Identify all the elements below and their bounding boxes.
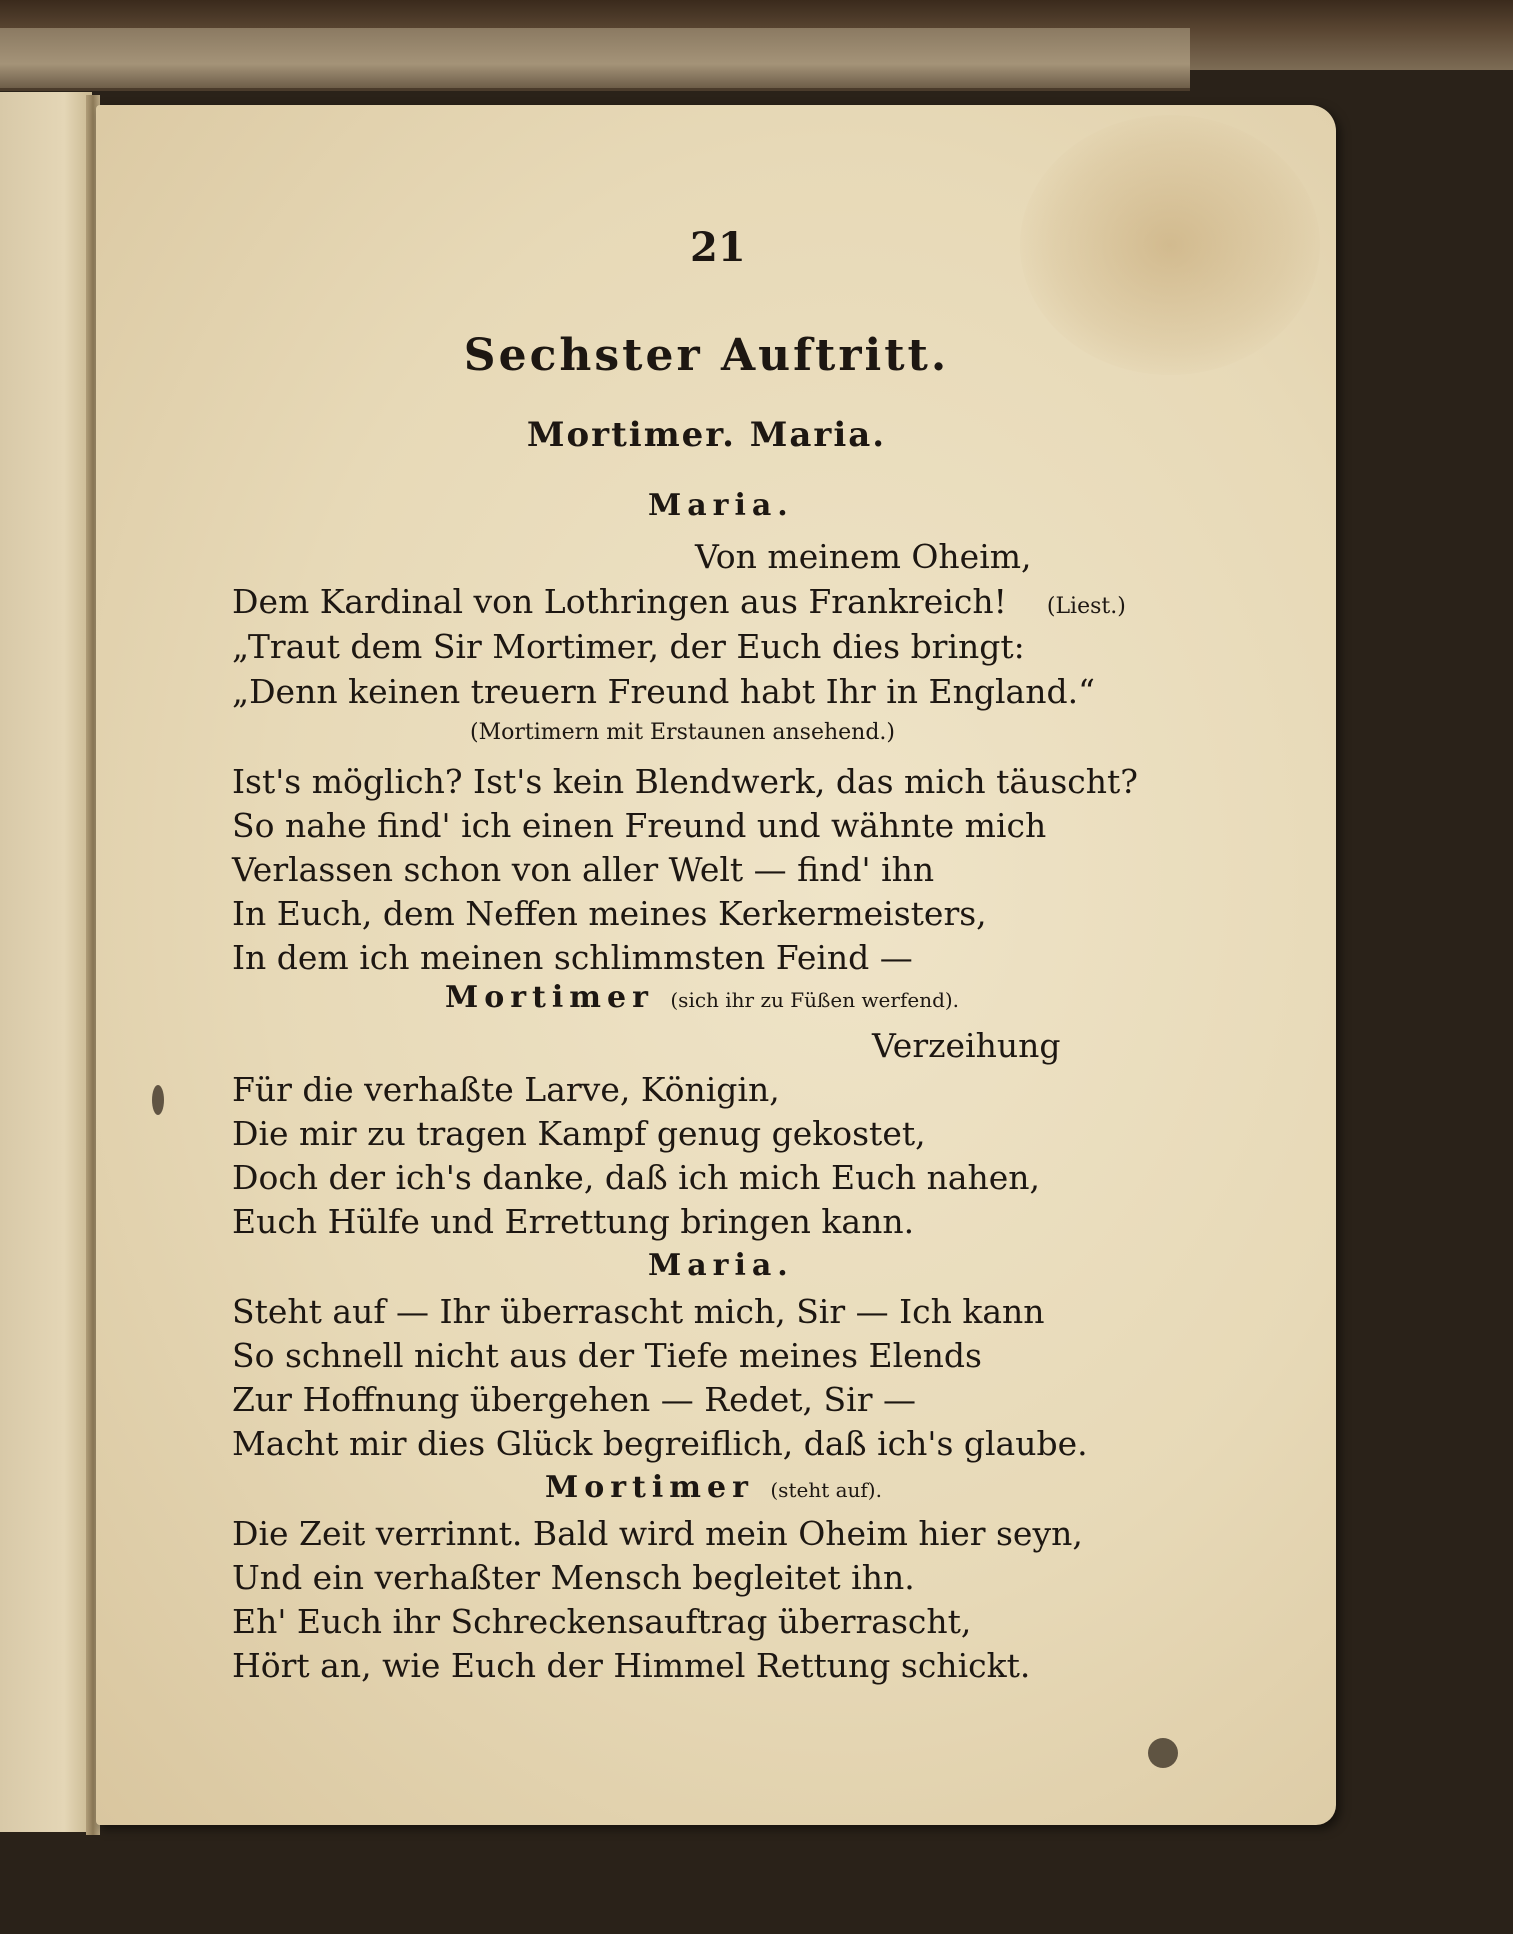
scene-title: Sechster Auftritt. xyxy=(463,330,950,381)
verse-line: Verlassen schon von aller Welt — find' ihn xyxy=(232,850,935,889)
speaker-heading: Maria. xyxy=(648,1248,794,1283)
verse-line: In Euch, dem Neffen meines Kerkermeisters, xyxy=(232,894,987,933)
page-number: 21 xyxy=(690,224,746,271)
verse-line: Macht mir dies Glück begreiflich, daß ich's glaube. xyxy=(232,1424,1088,1463)
verse-line: So schnell nicht aus der Tiefe meines Elends xyxy=(232,1336,982,1375)
verse-line: In dem ich meinen schlimmsten Feind — xyxy=(232,938,913,977)
stage-direction: (Mortimern mit Erstaunen ansehend.) xyxy=(470,720,895,745)
verse-line: Euch Hülfe und Errettung bringen kann. xyxy=(232,1202,915,1241)
verse-line: „Denn keinen treuern Freund habt Ihr in England.“ xyxy=(232,672,1095,711)
stage-direction: (sich ihr zu Füßen werfend). xyxy=(670,988,960,1012)
verse-line: Eh' Euch ihr Schreckensauftrag überrascht, xyxy=(232,1602,972,1641)
verse-line: So nahe find' ich einen Freund und wähnte mich xyxy=(232,806,1047,845)
verse-line: Die mir zu tragen Kampf genug gekostet, xyxy=(232,1114,926,1153)
verse-line: Und ein verhaßter Mensch begleitet ihn. xyxy=(232,1558,915,1597)
verse-line: Ist's möglich? Ist's kein Blendwerk, das mich täuscht? xyxy=(232,762,1138,801)
stage-direction: (steht auf). xyxy=(770,1478,882,1502)
verse-line: Zur Hoffnung übergehen — Redet, Sir — xyxy=(232,1380,916,1419)
verse-line: „Traut dem Sir Mortimer, der Euch dies bringt: xyxy=(232,627,1025,666)
verse-line: Verzeihung xyxy=(872,1026,1061,1065)
book-cover-edge xyxy=(0,28,1190,91)
ink-spot xyxy=(1148,1738,1178,1768)
verse-line: Steht auf — Ihr überrascht mich, Sir — Ich kann xyxy=(232,1292,1045,1331)
verse-line: Dem Kardinal von Lothringen aus Frankreich! (Liest.) xyxy=(232,582,1126,621)
stage-direction: (Liest.) xyxy=(1046,594,1126,619)
dramatis-personae: Mortimer. Maria. xyxy=(526,415,887,455)
speaker-heading: Mortimer (sich ihr zu Füßen werfend). xyxy=(445,980,960,1015)
verse-line: Von meinem Oheim, xyxy=(695,537,1032,576)
verse-line: Für die verhaßte Larve, Königin, xyxy=(232,1070,780,1109)
speaker-heading: Mortimer (steht auf). xyxy=(545,1470,882,1505)
verse-line: Die Zeit verrinnt. Bald wird mein Oheim hier seyn, xyxy=(232,1514,1083,1553)
verse-line: Hört an, wie Euch der Himmel Rettung schickt. xyxy=(232,1646,1031,1685)
ink-spot xyxy=(152,1085,164,1115)
verse-line: Doch der ich's danke, daß ich mich Euch nahen, xyxy=(232,1158,1041,1197)
speaker-heading: Maria. xyxy=(648,488,794,523)
